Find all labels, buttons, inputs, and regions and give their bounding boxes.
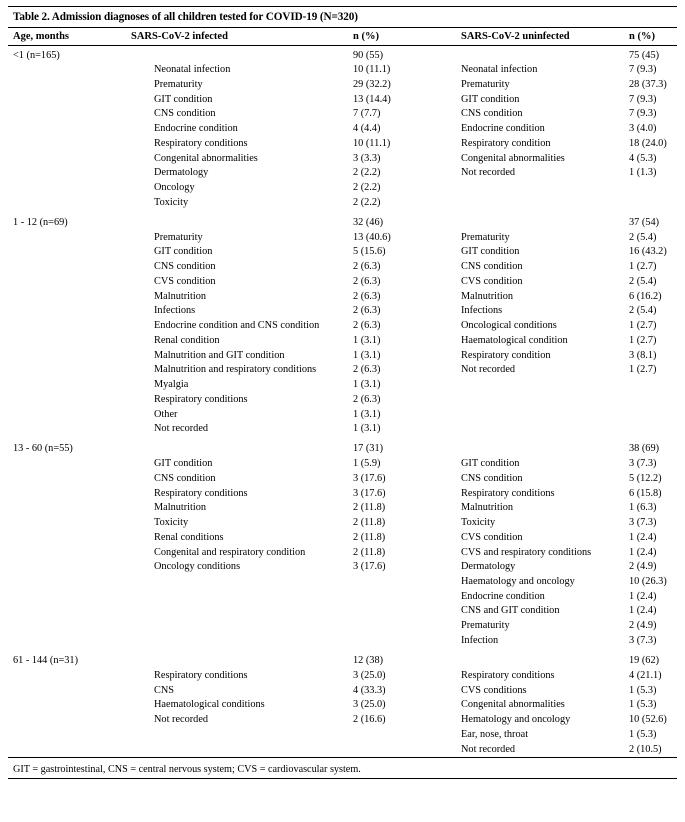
row-infected-diagnosis: Malnutrition and respiratory conditions — [154, 364, 317, 376]
row-infected-diagnosis: Not recorded — [154, 714, 209, 726]
row-infected-count: 3 (17.6) — [353, 561, 386, 573]
row-uninfected-count: 3 (7.3) — [629, 517, 657, 529]
table-row — [8, 275, 677, 290]
table-header — [8, 28, 677, 46]
row-age-blank — [8, 742, 126, 757]
row-uninfected-diagnosis: CVS and respiratory conditions — [461, 546, 592, 558]
row-infected-diagnosis: Malnutrition and GIT condition — [154, 349, 285, 361]
row-uninfected-count: 1 (2.7) — [629, 334, 657, 346]
group-uninfected-total: 75 (45) — [629, 49, 660, 61]
table-row — [8, 604, 677, 619]
row-uninfected-count: 1 (2.4) — [629, 546, 657, 558]
row-infected-count: 7 (7.7) — [353, 108, 381, 120]
row-age-blank — [8, 472, 126, 487]
row-uninfected-count — [624, 393, 677, 408]
row-uninfected-diagnosis: Respiratory condition — [461, 349, 551, 361]
row-uninfected-diagnosis: CNS condition — [461, 261, 523, 273]
row-infected-count: 2 (6.3) — [353, 364, 381, 376]
group-uninfected-blank — [456, 652, 624, 669]
row-infected-diagnosis: CNS condition — [154, 261, 216, 273]
row-infected-count: 2 (6.3) — [353, 275, 381, 287]
row-infected-diagnosis: GIT condition — [154, 458, 213, 470]
row-uninfected-diagnosis: Respiratory conditions — [461, 669, 555, 681]
row-infected-count: 2 (2.2) — [353, 167, 381, 179]
row-infected-diagnosis: CNS condition — [154, 108, 216, 120]
row-age-blank — [8, 349, 126, 364]
group-infected-blank — [126, 213, 348, 230]
row-uninfected-count: 1 (6.3) — [629, 502, 657, 514]
table-row — [8, 560, 677, 575]
row-uninfected-count: 10 (26.3) — [629, 576, 667, 588]
row-infected-count: 2 (6.3) — [353, 320, 381, 332]
table-row — [8, 683, 677, 698]
group-infected-blank — [126, 652, 348, 669]
row-uninfected-diagnosis: Toxicity — [461, 517, 496, 529]
table-row — [8, 545, 677, 560]
row-uninfected-diagnosis — [456, 196, 624, 211]
table-row — [8, 78, 677, 93]
table-row — [8, 93, 677, 108]
row-age-blank — [8, 713, 126, 728]
row-infected-diagnosis — [126, 575, 348, 590]
row-age-blank — [8, 78, 126, 93]
header-n-infected: n (%) — [348, 28, 456, 46]
row-uninfected-count: 3 (4.0) — [629, 123, 657, 135]
row-uninfected-diagnosis: CNS condition — [461, 472, 523, 484]
row-infected-diagnosis: CVS condition — [154, 275, 216, 287]
row-infected-count: 4 (4.4) — [353, 123, 381, 135]
group-infected-total: 90 (55) — [353, 49, 384, 61]
row-age-blank — [8, 604, 126, 619]
row-age-blank — [8, 619, 126, 634]
header-age: Age, months — [8, 28, 126, 46]
row-infected-count: 3 (25.0) — [353, 699, 386, 711]
row-infected-count — [348, 575, 456, 590]
table-row — [8, 487, 677, 502]
group-infected-blank — [126, 46, 348, 64]
age-group-label: 61 - 144 (n=31) — [13, 655, 79, 667]
row-infected-diagnosis: Myalgia — [154, 379, 189, 391]
row-age-blank — [8, 501, 126, 516]
row-infected-count: 3 (25.0) — [353, 669, 386, 681]
group-uninfected-total: 38 (69) — [629, 443, 660, 455]
table-row — [8, 334, 677, 349]
row-infected-count — [348, 742, 456, 757]
row-infected-diagnosis: CNS — [154, 684, 175, 696]
row-age-blank — [8, 545, 126, 560]
row-uninfected-diagnosis: Endocrine condition — [461, 590, 545, 602]
row-uninfected-count: 2 (5.4) — [629, 275, 657, 287]
row-age-blank — [8, 196, 126, 211]
table-row — [8, 363, 677, 378]
row-age-blank — [8, 669, 126, 684]
row-age-blank — [8, 698, 126, 713]
row-uninfected-diagnosis: GIT condition — [461, 93, 520, 105]
row-infected-count: 1 (3.1) — [353, 408, 381, 420]
row-infected-diagnosis: Not recorded — [154, 423, 209, 435]
row-uninfected-count — [624, 378, 677, 393]
row-uninfected-count — [624, 196, 677, 211]
table-row — [8, 407, 677, 422]
row-infected-diagnosis: Prematurity — [154, 78, 203, 90]
row-uninfected-count: 1 (2.4) — [629, 590, 657, 602]
row-uninfected-diagnosis: Prematurity — [461, 620, 510, 632]
table-footnote: GIT = gastrointestinal, CNS = central nervous system; CVS = cardiovascular system. — [8, 757, 677, 778]
table-row — [8, 393, 677, 408]
row-infected-count: 3 (17.6) — [353, 472, 386, 484]
age-group-label: <1 (n=165) — [13, 49, 60, 61]
row-infected-diagnosis: Malnutrition — [154, 502, 207, 514]
age-group-row — [8, 652, 677, 669]
row-age-blank — [8, 728, 126, 743]
row-uninfected-count: 1 (2.7) — [629, 364, 657, 376]
table-row — [8, 349, 677, 364]
table-row — [8, 634, 677, 649]
age-group-row — [8, 46, 677, 64]
row-infected-diagnosis: Respiratory conditions — [154, 487, 248, 499]
table-body — [8, 46, 677, 758]
row-uninfected-diagnosis: CNS and GIT condition — [461, 605, 560, 617]
row-infected-diagnosis: CNS condition — [154, 472, 216, 484]
row-uninfected-count: 7 (9.3) — [629, 64, 657, 76]
row-infected-count: 2 (6.3) — [353, 305, 381, 317]
table-row — [8, 698, 677, 713]
header-uninfected: SARS-CoV-2 uninfected — [456, 28, 624, 46]
row-infected-count: 2 (11.8) — [353, 502, 386, 514]
row-age-blank — [8, 634, 126, 649]
row-age-blank — [8, 231, 126, 246]
table-row — [8, 166, 677, 181]
row-uninfected-diagnosis: CVS conditions — [461, 684, 527, 696]
row-infected-count: 10 (11.1) — [353, 137, 391, 149]
table-row — [8, 107, 677, 122]
table-row — [8, 501, 677, 516]
row-infected-diagnosis: Congenital and respiratory condition — [154, 546, 306, 558]
table-row — [8, 742, 677, 757]
row-uninfected-diagnosis: Not recorded — [461, 743, 516, 755]
row-age-blank — [8, 516, 126, 531]
table-row — [8, 457, 677, 472]
row-uninfected-count: 2 (4.9) — [629, 561, 657, 573]
row-uninfected-count — [624, 181, 677, 196]
age-group-label: 13 - 60 (n=55) — [13, 443, 73, 455]
row-infected-count: 1 (3.1) — [353, 349, 381, 361]
row-infected-count: 10 (11.1) — [353, 64, 391, 76]
row-age-blank — [8, 487, 126, 502]
row-infected-diagnosis: Oncology — [154, 182, 195, 194]
age-group-row — [8, 213, 677, 230]
row-uninfected-count — [624, 422, 677, 437]
row-infected-count: 1 (5.9) — [353, 458, 381, 470]
row-infected-diagnosis: Prematurity — [154, 231, 203, 243]
row-uninfected-diagnosis: Haematology and oncology — [461, 576, 575, 588]
table-row — [8, 231, 677, 246]
row-infected-diagnosis: Congenital abnormalities — [154, 152, 258, 164]
row-uninfected-count: 2 (5.4) — [629, 305, 657, 317]
row-infected-count: 4 (33.3) — [353, 684, 386, 696]
row-infected-diagnosis: GIT condition — [154, 93, 213, 105]
row-infected-count — [348, 590, 456, 605]
row-infected-diagnosis: Dermatology — [154, 167, 209, 179]
row-infected-count: 2 (6.3) — [353, 393, 381, 405]
row-infected-count: 29 (32.2) — [353, 78, 391, 90]
row-age-blank — [8, 531, 126, 546]
row-age-blank — [8, 122, 126, 137]
row-uninfected-diagnosis — [456, 181, 624, 196]
row-infected-count: 2 (16.6) — [353, 714, 386, 726]
table-row — [8, 196, 677, 211]
row-uninfected-count: 1 (5.3) — [629, 728, 657, 740]
row-age-blank — [8, 683, 126, 698]
row-uninfected-diagnosis — [456, 393, 624, 408]
table-row — [8, 531, 677, 546]
age-group-row — [8, 440, 677, 457]
table-row — [8, 260, 677, 275]
row-uninfected-diagnosis: Prematurity — [461, 78, 510, 90]
row-uninfected-count: 3 (8.1) — [629, 349, 657, 361]
row-age-blank — [8, 457, 126, 472]
table-row — [8, 669, 677, 684]
row-infected-count: 2 (6.3) — [353, 261, 381, 273]
table-row — [8, 575, 677, 590]
row-infected-count — [348, 728, 456, 743]
row-uninfected-diagnosis: Oncological conditions — [461, 320, 557, 332]
group-uninfected-blank — [456, 46, 624, 64]
row-uninfected-count: 1 (2.4) — [629, 531, 657, 543]
row-infected-diagnosis: Toxicity — [154, 517, 189, 529]
row-infected-diagnosis: Endocrine condition and CNS condition — [154, 320, 320, 332]
table-row — [8, 516, 677, 531]
row-uninfected-diagnosis: Neonatal infection — [461, 64, 538, 76]
header-n-uninfected: n (%) — [624, 28, 677, 46]
row-age-blank — [8, 560, 126, 575]
row-infected-diagnosis: Toxicity — [154, 196, 189, 208]
row-uninfected-diagnosis: Ear, nose, throat — [461, 728, 529, 740]
row-infected-count: 2 (6.3) — [353, 290, 381, 302]
row-uninfected-diagnosis: Respiratory conditions — [461, 487, 555, 499]
table-row — [8, 63, 677, 78]
row-age-blank — [8, 181, 126, 196]
group-uninfected-blank — [456, 440, 624, 457]
table-row — [8, 319, 677, 334]
row-uninfected-diagnosis — [456, 378, 624, 393]
data-table — [8, 28, 677, 757]
row-infected-count: 1 (3.1) — [353, 334, 381, 346]
row-infected-diagnosis: Respiratory conditions — [154, 393, 248, 405]
group-infected-total: 17 (31) — [353, 443, 384, 455]
group-infected-blank — [126, 440, 348, 457]
row-uninfected-diagnosis — [456, 422, 624, 437]
row-uninfected-count: 7 (9.3) — [629, 108, 657, 120]
row-age-blank — [8, 393, 126, 408]
row-uninfected-count: 4 (5.3) — [629, 152, 657, 164]
row-infected-diagnosis — [126, 634, 348, 649]
row-uninfected-diagnosis: Prematurity — [461, 231, 510, 243]
row-age-blank — [8, 166, 126, 181]
table-row — [8, 290, 677, 305]
row-infected-diagnosis — [126, 619, 348, 634]
row-uninfected-count: 5 (12.2) — [629, 472, 662, 484]
row-uninfected-count: 18 (24.0) — [629, 137, 667, 149]
age-group-label: 1 - 12 (n=69) — [13, 216, 68, 228]
table-row — [8, 122, 677, 137]
table-row — [8, 181, 677, 196]
row-uninfected-diagnosis: GIT condition — [461, 246, 520, 258]
row-uninfected-count: 1 (2.4) — [629, 605, 657, 617]
row-infected-count: 2 (11.8) — [353, 546, 386, 558]
row-infected-diagnosis — [126, 742, 348, 757]
row-infected-count: 2 (2.2) — [353, 182, 381, 194]
admission-diagnoses-table — [8, 6, 677, 779]
table-caption: Table 2. Admission diagnoses of all children tested for COVID-19 (N=320) — [8, 7, 677, 28]
row-infected-count — [348, 604, 456, 619]
row-infected-diagnosis: Infections — [154, 305, 196, 317]
table-row — [8, 304, 677, 319]
row-uninfected-diagnosis: Dermatology — [461, 561, 516, 573]
row-age-blank — [8, 260, 126, 275]
group-uninfected-total: 37 (54) — [629, 216, 660, 228]
row-infected-diagnosis: Respiratory conditions — [154, 137, 248, 149]
row-infected-diagnosis: Renal condition — [154, 334, 220, 346]
row-uninfected-count: 3 (7.3) — [629, 458, 657, 470]
group-uninfected-total: 19 (62) — [629, 655, 660, 667]
row-age-blank — [8, 378, 126, 393]
table-row — [8, 137, 677, 152]
row-uninfected-diagnosis: CVS condition — [461, 275, 523, 287]
table-row — [8, 378, 677, 393]
row-infected-count: 2 (11.8) — [353, 517, 386, 529]
row-uninfected-count: 7 (9.3) — [629, 93, 657, 105]
row-infected-count: 2 (2.2) — [353, 196, 381, 208]
row-infected-diagnosis: Neonatal infection — [154, 64, 231, 76]
row-age-blank — [8, 363, 126, 378]
row-infected-diagnosis: Malnutrition — [154, 290, 207, 302]
row-age-blank — [8, 422, 126, 437]
row-age-blank — [8, 304, 126, 319]
row-infected-diagnosis: Respiratory conditions — [154, 669, 248, 681]
row-age-blank — [8, 63, 126, 78]
table-row — [8, 422, 677, 437]
row-uninfected-diagnosis: Malnutrition — [461, 290, 514, 302]
row-infected-count: 5 (15.6) — [353, 246, 386, 258]
row-age-blank — [8, 275, 126, 290]
row-age-blank — [8, 245, 126, 260]
row-uninfected-count: 2 (10.5) — [629, 743, 662, 755]
row-age-blank — [8, 93, 126, 108]
row-uninfected-diagnosis: Endocrine condition — [461, 123, 545, 135]
header-infected: SARS-CoV-2 infected — [126, 28, 348, 46]
row-uninfected-count — [624, 407, 677, 422]
row-infected-count: 13 (40.6) — [353, 231, 391, 243]
group-infected-total: 12 (38) — [353, 655, 384, 667]
row-infected-count — [348, 634, 456, 649]
row-age-blank — [8, 407, 126, 422]
table-row — [8, 245, 677, 260]
row-uninfected-count: 4 (21.1) — [629, 669, 662, 681]
row-infected-diagnosis: Endocrine condition — [154, 123, 238, 135]
row-uninfected-count: 1 (5.3) — [629, 684, 657, 696]
row-infected-diagnosis: Renal conditions — [154, 531, 224, 543]
row-uninfected-count: 1 (1.3) — [629, 167, 657, 179]
row-age-blank — [8, 334, 126, 349]
row-uninfected-diagnosis: Infections — [461, 305, 503, 317]
row-infected-count: 13 (14.4) — [353, 93, 391, 105]
row-uninfected-diagnosis: Not recorded — [461, 364, 516, 376]
row-age-blank — [8, 319, 126, 334]
table-row — [8, 590, 677, 605]
row-uninfected-diagnosis: Respiratory condition — [461, 137, 551, 149]
row-uninfected-diagnosis: Malnutrition — [461, 502, 514, 514]
row-uninfected-count: 6 (16.2) — [629, 290, 662, 302]
row-infected-count: 2 (11.8) — [353, 531, 386, 543]
row-infected-diagnosis — [126, 604, 348, 619]
row-uninfected-count: 1 (5.3) — [629, 699, 657, 711]
row-infected-count: 3 (17.6) — [353, 487, 386, 499]
row-uninfected-diagnosis: Haematological condition — [461, 334, 568, 346]
row-infected-count: 1 (3.1) — [353, 423, 381, 435]
row-uninfected-diagnosis: CNS condition — [461, 108, 523, 120]
row-infected-diagnosis: GIT condition — [154, 246, 213, 258]
row-age-blank — [8, 152, 126, 167]
row-infected-count: 3 (3.3) — [353, 152, 381, 164]
header-row — [8, 28, 677, 46]
row-uninfected-count: 28 (37.3) — [629, 78, 667, 90]
row-uninfected-count: 10 (52.6) — [629, 714, 667, 726]
row-infected-count — [348, 619, 456, 634]
row-age-blank — [8, 107, 126, 122]
row-age-blank — [8, 590, 126, 605]
row-uninfected-diagnosis: Congenital abnormalities — [461, 152, 565, 164]
row-infected-diagnosis: Other — [154, 408, 178, 420]
row-infected-count: 1 (3.1) — [353, 379, 381, 391]
row-uninfected-diagnosis: CVS condition — [461, 531, 523, 543]
row-uninfected-diagnosis — [456, 407, 624, 422]
row-uninfected-count: 3 (7.3) — [629, 634, 657, 646]
row-infected-diagnosis: Haematological conditions — [154, 699, 265, 711]
row-uninfected-diagnosis: GIT condition — [461, 458, 520, 470]
row-uninfected-diagnosis: Infection — [461, 634, 499, 646]
row-uninfected-diagnosis: Hematology and oncology — [461, 714, 571, 726]
group-uninfected-blank — [456, 213, 624, 230]
row-infected-diagnosis: Oncology conditions — [154, 561, 241, 573]
row-uninfected-count: 2 (4.9) — [629, 620, 657, 632]
group-infected-total: 32 (46) — [353, 216, 384, 228]
table-row — [8, 472, 677, 487]
row-infected-diagnosis — [126, 728, 348, 743]
row-age-blank — [8, 137, 126, 152]
table-row — [8, 713, 677, 728]
table-row — [8, 728, 677, 743]
row-age-blank — [8, 575, 126, 590]
row-uninfected-count: 1 (2.7) — [629, 320, 657, 332]
table-row — [8, 619, 677, 634]
row-uninfected-count: 16 (43.2) — [629, 246, 667, 258]
row-uninfected-diagnosis: Congenital abnormalities — [461, 699, 565, 711]
row-infected-diagnosis — [126, 590, 348, 605]
table-row — [8, 152, 677, 167]
row-uninfected-count: 1 (2.7) — [629, 261, 657, 273]
row-uninfected-count: 2 (5.4) — [629, 231, 657, 243]
row-uninfected-count: 6 (15.8) — [629, 487, 662, 499]
row-uninfected-diagnosis: Not recorded — [461, 167, 516, 179]
row-age-blank — [8, 290, 126, 305]
